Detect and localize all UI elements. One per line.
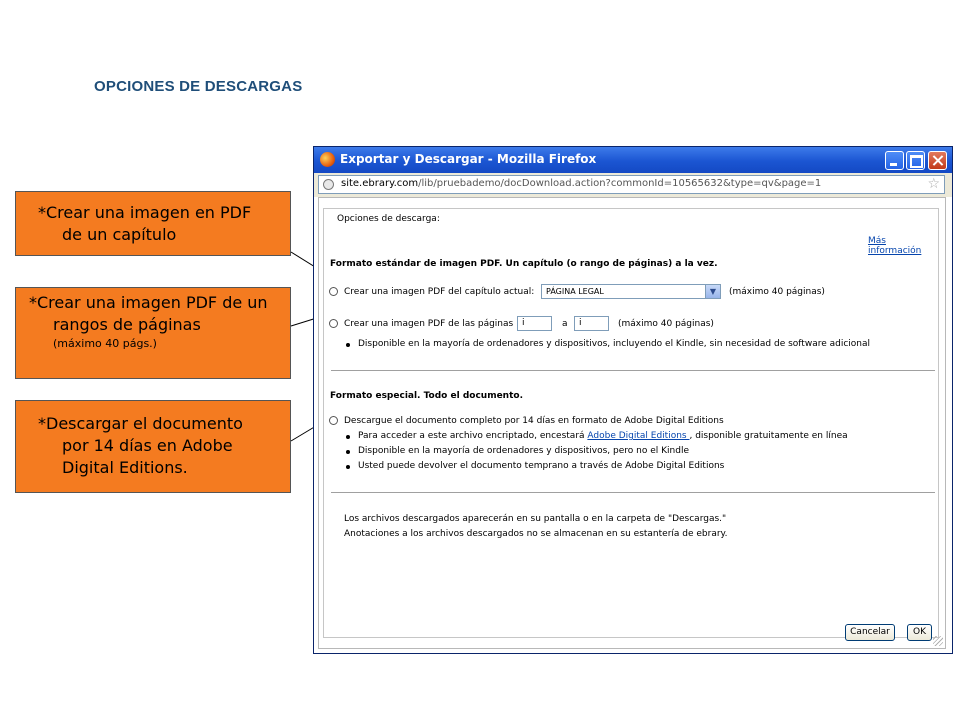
url-domain: site.ebrary.com [341, 178, 419, 189]
minimize-icon[interactable] [885, 151, 904, 170]
bullet-text-prefix: Para acceder a este archivo encriptado, encestará [358, 431, 588, 441]
dialog-content [318, 197, 946, 649]
url-bar [314, 173, 952, 197]
ok-button[interactable]: OK [907, 624, 932, 641]
callout-text: *Descargar el documento [38, 414, 243, 433]
bullet-icon [346, 465, 350, 469]
callout-text: de un capítulo [62, 225, 177, 244]
bullet-text [358, 431, 848, 441]
url-path: /lib/pruebademo/docDownload.action?commonId=10565632&type=qv&page=1 [418, 178, 822, 189]
adobe-digital-editions-link[interactable]: Adobe Digital Editions [587, 431, 690, 441]
option-chapter-label: Crear una imagen PDF del capítulo actual: [344, 287, 535, 297]
chevron-down-icon[interactable]: ▼ [705, 285, 720, 298]
bullet-icon [346, 343, 350, 347]
resize-grip-icon[interactable] [933, 636, 943, 646]
maximize-icon[interactable] [906, 151, 925, 170]
callout-text: Digital Editions. [62, 458, 188, 477]
bullet-text: Usted puede devolver el documento temprano a través de Adobe Digital Editions [358, 461, 725, 471]
callout-text: *Crear una imagen PDF de un [29, 293, 268, 312]
range-to-input[interactable]: i [574, 316, 609, 331]
callout-text: por 14 días en Adobe [62, 436, 233, 455]
url-text [341, 178, 821, 189]
range-to-label: a [562, 319, 568, 329]
option-range-label: Crear una imagen PDF de las páginas [344, 319, 514, 329]
address-field[interactable] [318, 175, 945, 194]
chapter-select-value: PÁGINA LEGAL [546, 287, 604, 296]
slide-title: OPCIONES DE DESCARGAS [94, 78, 303, 95]
section-standard-title: Formato estándar de imagen PDF. Un capítulo (o rango de páginas) a la vez. [330, 259, 718, 269]
bullet-text: Disponible en la mayoría de ordenadores y dispositivos, pero no el Kindle [358, 446, 689, 456]
range-from-input[interactable]: i [517, 316, 552, 331]
fieldset-legend: Opciones de descarga: [333, 214, 444, 224]
close-icon[interactable] [928, 151, 947, 170]
site-identity-icon[interactable] [323, 179, 334, 190]
radio-chapter-pdf[interactable] [329, 287, 338, 296]
callout-text: *Crear una imagen en PDF [38, 203, 252, 222]
download-options-fieldset [323, 208, 939, 638]
max-pages-note: (máximo 40 páginas) [618, 319, 714, 329]
divider [331, 370, 935, 371]
callout-note: (máximo 40 págs.) [53, 337, 157, 350]
max-pages-note: (máximo 40 páginas) [729, 287, 825, 297]
window-title: Exportar y Descargar - Mozilla Firefox [340, 152, 597, 166]
chapter-select[interactable] [541, 284, 721, 299]
firefox-icon [320, 152, 335, 167]
option-full-label: Descargue el documento completo por 14 días en formato de Adobe Digital Editions [344, 416, 724, 426]
radio-page-range[interactable] [329, 319, 338, 328]
footer-note: Anotaciones a los archivos descargados no se almacenan en su estantería de ebrary. [344, 529, 728, 539]
bullet-text-suffix: , disponible gratuitamente en línea [689, 431, 848, 441]
radio-full-document[interactable] [329, 416, 338, 425]
cancel-button[interactable]: Cancelar [845, 624, 895, 641]
more-info-link[interactable]: Más información [868, 236, 922, 256]
firefox-window [313, 146, 953, 654]
bullet-icon [346, 450, 350, 454]
window-titlebar[interactable] [314, 147, 952, 173]
section-special-title: Formato especial. Todo el documento. [330, 391, 523, 401]
bullet-icon [346, 435, 350, 439]
footer-note: Los archivos descargados aparecerán en su pantalla o en la carpeta de "Descargas." [344, 514, 727, 524]
bookmark-star-icon[interactable]: ☆ [927, 176, 940, 192]
divider [331, 492, 935, 493]
callout-text: rangos de páginas [53, 315, 201, 334]
bullet-text: Disponible en la mayoría de ordenadores y dispositivos, incluyendo el Kindle, sin necesidad de software adicional [358, 339, 871, 349]
